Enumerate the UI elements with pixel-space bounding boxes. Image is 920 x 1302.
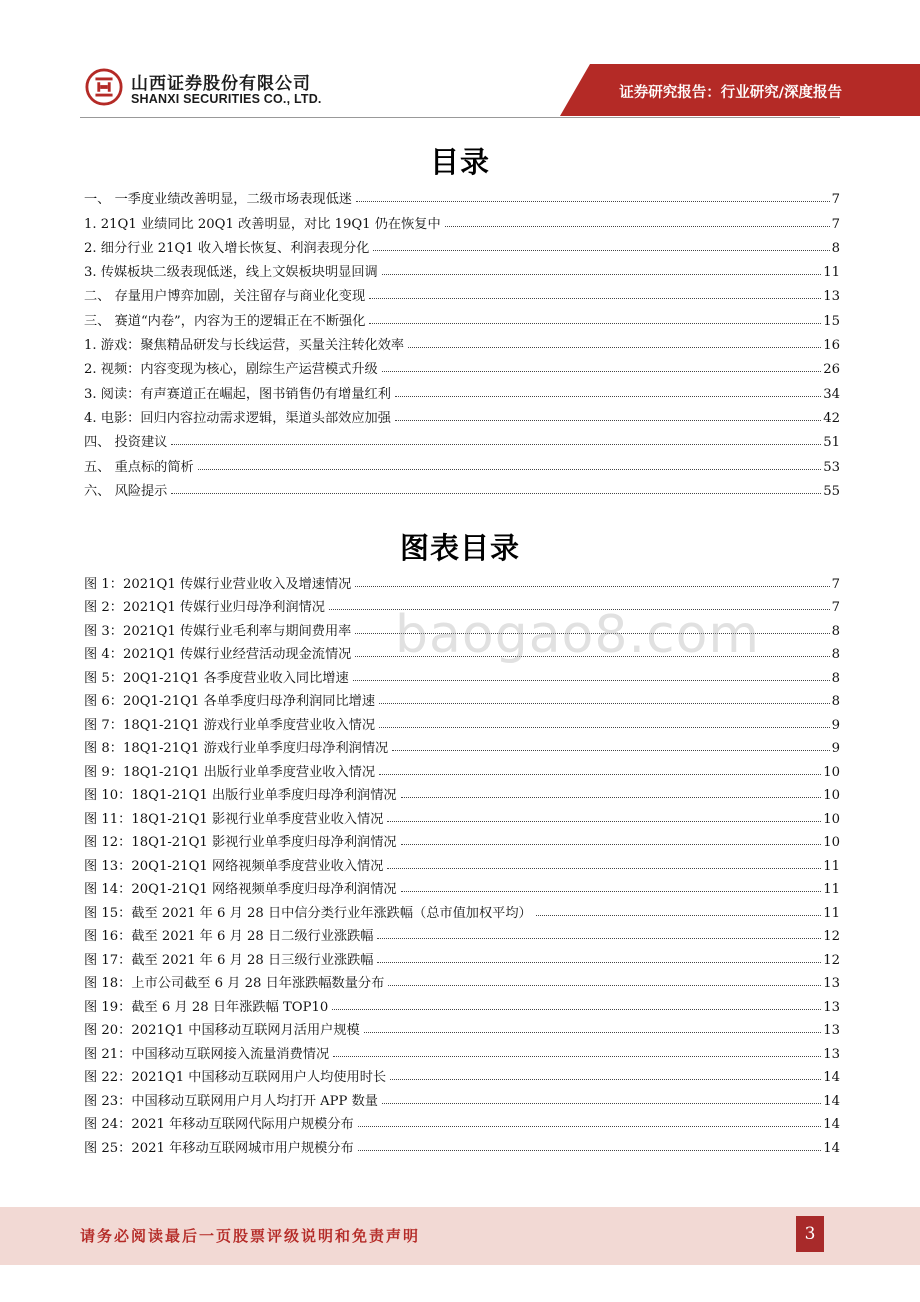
figure-entry-page: 7 [831, 576, 840, 592]
figure-entry[interactable] [84, 803, 840, 827]
figure-entry-page: 10 [823, 835, 840, 850]
toc-entry-page: 11 [823, 265, 840, 281]
figure-entry-label: 图 20：2021Q1 中国移动互联网月活用户规模 [84, 1023, 360, 1038]
toc-entry-page: 8 [831, 240, 840, 256]
toc-entry-label: 一、 一季度业绩改善明显，二级市场表现低迷 [84, 192, 352, 208]
figure-entry[interactable] [84, 1132, 840, 1156]
toc-entry-page: 55 [823, 483, 840, 499]
toc-entry[interactable] [84, 329, 840, 353]
figure-entry-label: 图 12：18Q1-21Q1 影视行业单季度归母净利润情况 [84, 835, 397, 850]
toc-entry-page: 16 [823, 338, 840, 354]
dot-leader [388, 985, 821, 986]
toc-entry-label: 六、 风险提示 [84, 483, 168, 499]
dot-leader [332, 1009, 821, 1010]
figure-entry[interactable] [84, 1038, 840, 1062]
toc-entry-page: 15 [823, 313, 840, 329]
figure-entry-page: 11 [823, 858, 840, 874]
figure-entry[interactable] [84, 850, 840, 874]
figure-entry-label: 图 25：2021 年移动互联网城市用户规模分布 [84, 1140, 354, 1156]
figure-entry-page: 13 [823, 1023, 840, 1038]
figure-entry-page: 12 [823, 929, 840, 944]
report-type-label: 证券研究报告：行业研究/深度报告 [619, 85, 842, 101]
dot-leader [171, 493, 821, 494]
figure-entry-page: 13 [823, 1046, 840, 1062]
dot-leader [333, 1056, 821, 1057]
figure-entry-page: 14 [823, 1117, 840, 1132]
dot-leader [379, 727, 830, 728]
dot-leader [536, 915, 821, 916]
figure-entry-page: 9 [831, 717, 840, 733]
figure-entry[interactable] [84, 1015, 840, 1039]
dot-leader [401, 891, 822, 892]
dot-leader [377, 962, 821, 963]
toc-entry[interactable] [84, 280, 840, 304]
toc-entry[interactable] [84, 207, 840, 231]
figure-entry-label: 图 21：中国移动互联网接入流量消费情况 [84, 1046, 330, 1062]
figure-entry-label: 图 9：18Q1-21Q1 出版行业单季度营业收入情况 [84, 764, 376, 780]
figure-entry-page: 9 [831, 741, 840, 756]
figure-entry[interactable] [84, 568, 840, 592]
figure-entry-label: 图 16：截至 2021 年 6 月 28 日二级行业涨跌幅 [84, 929, 374, 944]
figure-entry-label: 图 19：截至 6 月 28 日年涨跌幅 TOP10 [84, 999, 329, 1015]
figure-entry[interactable] [84, 662, 840, 686]
dot-leader [379, 703, 830, 704]
dot-leader [387, 868, 821, 869]
figure-entry[interactable] [84, 921, 840, 945]
dot-leader [390, 1079, 821, 1080]
figure-entry-page: 13 [823, 976, 840, 991]
dot-leader [395, 420, 821, 421]
dot-leader [358, 1150, 821, 1151]
figure-entry-label: 图 5：20Q1-21Q1 各季度营业收入同比增速 [84, 670, 349, 686]
figure-entry[interactable] [84, 827, 840, 851]
header-divider [80, 117, 840, 118]
dot-leader [401, 844, 822, 845]
figure-entry-label: 图 11：18Q1-21Q1 影视行业单季度营业收入情况 [84, 811, 384, 827]
figure-entry-label: 图 7：18Q1-21Q1 游戏行业单季度营业收入情况 [84, 717, 376, 733]
dot-leader [382, 1103, 821, 1104]
dot-leader [382, 371, 822, 372]
toc-entry-page: 53 [823, 459, 840, 475]
dot-leader [356, 201, 830, 202]
figure-entry-label: 图 15：截至 2021 年 6 月 28 日中信分类行业年涨跌幅（总市值加权平均） [84, 905, 532, 921]
dot-leader [401, 797, 822, 798]
company-logo-icon [85, 68, 123, 106]
dot-leader [445, 226, 830, 227]
dot-leader [408, 347, 821, 348]
figure-entry[interactable] [84, 1085, 840, 1109]
figure-entry-page: 7 [831, 600, 840, 615]
toc-title: 目录 [429, 145, 490, 179]
toc-entry[interactable] [84, 183, 840, 207]
figure-entry-label: 图 10：18Q1-21Q1 出版行业单季度归母净利润情况 [84, 788, 397, 803]
company-name-en: SHANXI SECURITIES CO., LTD. [131, 92, 322, 106]
figure-entry-label: 图 17：截至 2021 年 6 月 28 日三级行业涨跌幅 [84, 952, 374, 968]
figure-entry-page: 8 [831, 670, 840, 686]
figure-entry-page: 12 [823, 952, 840, 968]
dot-leader [171, 444, 821, 445]
toc-entry-label: 1. 游戏：聚焦精品研发与长线运营，买量关注转化效率 [84, 338, 405, 354]
toc-entry[interactable] [84, 377, 840, 401]
dot-leader [198, 469, 822, 470]
dot-leader [392, 750, 829, 751]
figures-title: 图表目录 [399, 531, 520, 565]
figure-entry-page: 13 [823, 999, 840, 1015]
toc-entry[interactable] [84, 450, 840, 474]
toc-entry-page: 51 [823, 435, 840, 451]
figure-entry-label: 图 22：2021Q1 中国移动互联网用户人均使用时长 [84, 1070, 387, 1085]
watermark: baogao8.com [395, 605, 761, 665]
figure-entry[interactable] [84, 897, 840, 921]
toc-entry-label: 四、 投资建议 [84, 435, 168, 451]
figure-entry-page: 8 [831, 647, 840, 662]
toc-entry-page: 7 [831, 192, 840, 208]
page-header [0, 0, 920, 120]
dot-leader [377, 938, 821, 939]
table-of-contents [84, 183, 840, 499]
figure-entry-page: 8 [831, 623, 840, 639]
toc-entry[interactable] [84, 353, 840, 377]
dot-leader [379, 774, 821, 775]
toc-entry-page: 34 [823, 386, 840, 402]
figure-entry-label: 图 8：18Q1-21Q1 游戏行业单季度归母净利润情况 [84, 741, 389, 756]
toc-entry-label: 二、 存量用户博弈加剧，关注留存与商业化变现 [84, 289, 366, 305]
toc-entry-label: 4. 电影：回归内容拉动需求逻辑，渠道头部效应加强 [84, 410, 391, 426]
figure-entry[interactable] [84, 709, 840, 733]
toc-entry-page: 7 [831, 216, 840, 232]
figure-entry-label: 图 1：2021Q1 传媒行业营业收入及增速情况 [84, 576, 352, 592]
figure-entry[interactable] [84, 968, 840, 992]
toc-entry-page: 26 [823, 362, 840, 378]
figure-entry[interactable] [84, 733, 840, 757]
figure-entry-page: 10 [823, 764, 840, 780]
toc-entry-label: 1. 21Q1 业绩同比 20Q1 改善明显，对比 19Q1 仍在恢复中 [84, 216, 441, 232]
figure-entry-page: 11 [823, 905, 840, 921]
toc-entry[interactable] [84, 232, 840, 256]
toc-entry[interactable] [84, 256, 840, 280]
toc-entry-label: 3. 阅读：有声赛道正在崛起，图书销售仍有增量红利 [84, 386, 391, 402]
dot-leader [353, 680, 830, 681]
figure-entry[interactable] [84, 991, 840, 1015]
figure-entry-label: 图 4：2021Q1 传媒行业经营活动现金流情况 [84, 647, 352, 662]
figure-entry-label: 图 13：20Q1-21Q1 网络视频单季度营业收入情况 [84, 858, 384, 874]
page-number: 3 [796, 1216, 824, 1252]
figure-entry[interactable] [84, 756, 840, 780]
figure-entry[interactable] [84, 944, 840, 968]
toc-entry[interactable] [84, 304, 840, 328]
figure-entry-page: 14 [823, 1140, 840, 1156]
dot-leader [373, 250, 829, 251]
figure-entry-label: 图 24：2021 年移动互联网代际用户规模分布 [84, 1117, 354, 1132]
dot-leader [387, 821, 821, 822]
dot-leader [355, 586, 829, 587]
figure-entry-page: 10 [823, 811, 840, 827]
toc-entry-label: 三、 赛道“内卷”，内容为王的逻辑正在不断强化 [84, 313, 366, 329]
dot-leader [369, 323, 821, 324]
toc-entry[interactable] [84, 426, 840, 450]
dot-leader [364, 1032, 821, 1033]
figure-entry[interactable] [84, 780, 840, 804]
figure-entry-label: 图 6：20Q1-21Q1 各单季度归母净利润同比增速 [84, 694, 376, 709]
toc-entry-label: 3. 传媒板块二级表现低迷，线上文娱板块明显回调 [84, 265, 378, 281]
figure-entry-page: 10 [823, 788, 840, 803]
toc-entry-page: 42 [823, 410, 840, 426]
toc-entry[interactable] [84, 475, 840, 499]
toc-entry[interactable] [84, 402, 840, 426]
figure-entry[interactable] [84, 686, 840, 710]
dot-leader [395, 396, 821, 397]
figure-entry-label: 图 23：中国移动互联网用户月人均打开 APP 数量 [84, 1093, 378, 1109]
company-name-cn: 山西证券股份有限公司 [131, 74, 311, 94]
figure-entry-page: 8 [831, 694, 840, 709]
toc-entry-page: 13 [823, 289, 840, 305]
toc-entry-label: 2. 视频：内容变现为核心，剧综生产运营模式升级 [84, 362, 378, 378]
figure-entry[interactable] [84, 874, 840, 898]
dot-leader [358, 1126, 821, 1127]
figure-entry-label: 图 3：2021Q1 传媒行业毛利率与期间费用率 [84, 623, 352, 639]
figure-entry[interactable] [84, 1109, 840, 1133]
disclaimer-text: 请务必阅读最后一页股票评级说明和免责声明 [80, 1227, 421, 1245]
figure-entry-page: 11 [823, 882, 840, 897]
dot-leader [382, 274, 822, 275]
figure-entry[interactable] [84, 1062, 840, 1086]
figure-entry-page: 14 [823, 1093, 840, 1109]
dot-leader [369, 298, 821, 299]
figure-entry-label: 图 2：2021Q1 传媒行业归母净利润情况 [84, 600, 325, 615]
figure-entry-label: 图 18：上市公司截至 6 月 28 日年涨跌幅数量分布 [84, 976, 385, 991]
figure-entry-page: 14 [823, 1070, 840, 1085]
toc-entry-label: 2. 细分行业 21Q1 收入增长恢复、利润表现分化 [84, 240, 370, 256]
figure-entry-label: 图 14：20Q1-21Q1 网络视频单季度归母净利润情况 [84, 882, 397, 897]
toc-entry-label: 五、 重点标的简析 [84, 459, 194, 475]
